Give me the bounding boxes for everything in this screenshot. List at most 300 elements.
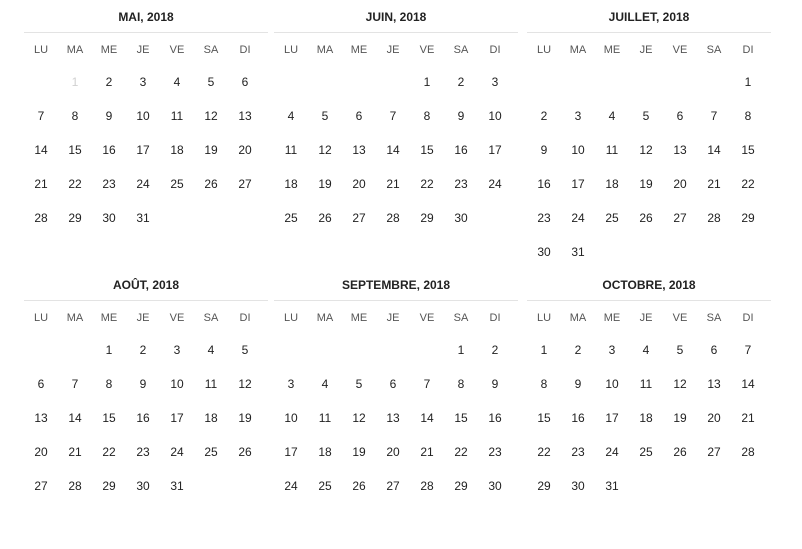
day-cell-disabled: 1 <box>71 75 79 89</box>
day-cell[interactable]: 21 <box>707 177 721 191</box>
empty-day-cell <box>731 235 765 269</box>
day-cell[interactable]: 31 <box>170 479 184 493</box>
day-cell[interactable]: 21 <box>420 445 434 459</box>
day-cell[interactable]: 7 <box>389 109 397 123</box>
week-row <box>527 469 771 503</box>
day-cell[interactable]: 17 <box>136 143 150 157</box>
day-cell[interactable]: 14 <box>741 377 755 391</box>
weekday-label: SA <box>203 312 219 324</box>
day-cell[interactable]: 31 <box>605 479 619 493</box>
day-cell[interactable]: 16 <box>454 143 468 157</box>
empty-day-cell <box>561 65 595 99</box>
day-cell[interactable]: 24 <box>605 445 619 459</box>
day-cell[interactable]: 6 <box>676 109 684 123</box>
month-calendar <box>527 2 771 269</box>
day-cell[interactable]: 3 <box>608 343 616 357</box>
day-cell[interactable]: 25 <box>170 177 184 191</box>
empty-day-cell <box>697 235 731 269</box>
empty-day-cell <box>629 469 663 503</box>
day-cell[interactable]: 29 <box>102 479 116 493</box>
weekday-label: VE <box>169 44 185 56</box>
day-cell[interactable]: 30 <box>102 211 116 225</box>
day-cell[interactable]: 6 <box>710 343 718 357</box>
day-cell[interactable]: 9 <box>491 377 499 391</box>
day-cell[interactable]: 5 <box>355 377 363 391</box>
weekday-label: MA <box>569 312 587 324</box>
day-cell[interactable]: 8 <box>457 377 465 391</box>
day-cell[interactable]: 9 <box>540 143 548 157</box>
day-cell[interactable]: 8 <box>540 377 548 391</box>
day-cell[interactable]: 28 <box>386 211 400 225</box>
weekday-label: VE <box>672 44 688 56</box>
weekday-label: VE <box>419 312 435 324</box>
empty-day-cell <box>731 469 765 503</box>
weekday-label: ME <box>350 44 368 56</box>
day-cell[interactable]: 26 <box>318 211 332 225</box>
day-cell[interactable]: 14 <box>34 143 48 157</box>
day-cell[interactable]: 14 <box>707 143 721 157</box>
week-row <box>24 133 268 167</box>
day-cell[interactable]: 8 <box>744 109 752 123</box>
empty-day-cell <box>663 235 697 269</box>
day-cell[interactable]: 10 <box>605 377 619 391</box>
weekday-label: LU <box>536 312 552 324</box>
day-cell[interactable]: 5 <box>321 109 329 123</box>
day-cell[interactable]: 24 <box>284 479 298 493</box>
month-title: JUIN, 2018 <box>274 2 518 33</box>
weekday-label: SA <box>706 44 722 56</box>
day-cell[interactable]: 20 <box>707 411 721 425</box>
day-cell[interactable]: 4 <box>642 343 650 357</box>
day-cell[interactable]: 24 <box>136 177 150 191</box>
day-cell[interactable]: 10 <box>170 377 184 391</box>
day-cell[interactable]: 18 <box>284 177 298 191</box>
weekday-label: DI <box>742 312 754 324</box>
day-cell[interactable]: 19 <box>204 143 218 157</box>
day-cell[interactable]: 8 <box>423 109 431 123</box>
day-cell[interactable]: 12 <box>204 109 218 123</box>
day-cell[interactable]: 7 <box>423 377 431 391</box>
day-cell[interactable]: 14 <box>68 411 82 425</box>
day-cell[interactable]: 15 <box>454 411 468 425</box>
day-cell[interactable]: 3 <box>574 109 582 123</box>
day-cell[interactable]: 3 <box>287 377 295 391</box>
month-calendar <box>527 270 771 503</box>
day-cell[interactable]: 28 <box>34 211 48 225</box>
empty-day-cell <box>376 333 410 367</box>
empty-day-cell <box>160 201 194 235</box>
day-cell[interactable]: 18 <box>639 411 653 425</box>
day-cell[interactable]: 15 <box>102 411 116 425</box>
day-cell[interactable]: 20 <box>34 445 48 459</box>
weekday-label: DI <box>239 44 251 56</box>
day-cell[interactable]: 22 <box>420 177 434 191</box>
weekday-label: SA <box>203 44 219 56</box>
week-row <box>24 167 268 201</box>
empty-day-cell <box>228 469 262 503</box>
weekday-label: DI <box>489 312 501 324</box>
week-row <box>24 201 268 235</box>
empty-day-cell <box>697 469 731 503</box>
week-row <box>274 201 518 235</box>
day-cell[interactable]: 26 <box>673 445 687 459</box>
month-calendar <box>24 270 268 503</box>
weekday-header-row <box>274 33 518 65</box>
week-row <box>274 133 518 167</box>
empty-day-cell <box>410 333 444 367</box>
day-cell[interactable]: 10 <box>284 411 298 425</box>
day-cell[interactable]: 18 <box>170 143 184 157</box>
week-row <box>274 333 518 367</box>
week-row <box>527 435 771 469</box>
month-title: AOÛT, 2018 <box>24 270 268 301</box>
weekday-label: ME <box>603 312 621 324</box>
weekday-label: ME <box>100 312 118 324</box>
weekday-label: VE <box>169 312 185 324</box>
day-cell[interactable]: 27 <box>352 211 366 225</box>
weekday-label: LU <box>283 312 299 324</box>
day-cell[interactable]: 11 <box>318 411 332 425</box>
day-cell[interactable]: 28 <box>68 479 82 493</box>
day-cell[interactable]: 13 <box>238 109 252 123</box>
day-cell[interactable]: 14 <box>420 411 434 425</box>
empty-day-cell <box>342 333 376 367</box>
day-cell[interactable]: 21 <box>34 177 48 191</box>
day-cell[interactable]: 11 <box>284 143 298 157</box>
weekday-label: LU <box>33 44 49 56</box>
day-cell[interactable]: 31 <box>571 245 585 259</box>
day-cell[interactable]: 17 <box>605 411 619 425</box>
day-cell[interactable]: 17 <box>170 411 184 425</box>
day-cell[interactable]: 27 <box>673 211 687 225</box>
weekday-label: SA <box>453 312 469 324</box>
day-cell[interactable]: 20 <box>386 445 400 459</box>
day-cell[interactable]: 8 <box>105 377 113 391</box>
empty-day-cell <box>595 65 629 99</box>
day-cell[interactable]: 18 <box>318 445 332 459</box>
day-cell[interactable]: 23 <box>136 445 150 459</box>
day-cell[interactable]: 3 <box>173 343 181 357</box>
weekday-label: MA <box>569 44 587 56</box>
day-cell[interactable]: 25 <box>318 479 332 493</box>
weekday-label: SA <box>706 312 722 324</box>
day-cell[interactable]: 13 <box>34 411 48 425</box>
day-cell[interactable]: 2 <box>540 109 548 123</box>
day-cell[interactable]: 16 <box>488 411 502 425</box>
empty-day-cell <box>376 65 410 99</box>
day-cell[interactable]: 29 <box>454 479 468 493</box>
weekday-label: ME <box>603 44 621 56</box>
day-cell[interactable]: 26 <box>639 211 653 225</box>
empty-day-cell <box>58 333 92 367</box>
day-cell[interactable]: 30 <box>571 479 585 493</box>
month-title: OCTOBRE, 2018 <box>527 270 771 301</box>
day-cell[interactable]: 13 <box>386 411 400 425</box>
day-cell[interactable]: 2 <box>457 75 465 89</box>
day-cell[interactable]: 28 <box>707 211 721 225</box>
day-cell[interactable]: 8 <box>71 109 79 123</box>
day-cell[interactable]: 1 <box>457 343 465 357</box>
day-cell[interactable]: 16 <box>571 411 585 425</box>
day-cell[interactable]: 22 <box>741 177 755 191</box>
day-cell[interactable]: 30 <box>537 245 551 259</box>
day-cell[interactable]: 23 <box>571 445 585 459</box>
day-cell[interactable]: 24 <box>571 211 585 225</box>
day-cell[interactable]: 26 <box>204 177 218 191</box>
day-cell[interactable]: 26 <box>238 445 252 459</box>
empty-day-cell <box>697 65 731 99</box>
day-cell[interactable]: 19 <box>318 177 332 191</box>
day-cell[interactable]: 25 <box>605 211 619 225</box>
day-cell[interactable]: 1 <box>423 75 431 89</box>
day-cell[interactable]: 20 <box>673 177 687 191</box>
day-cell[interactable]: 13 <box>673 143 687 157</box>
day-cell[interactable]: 20 <box>238 143 252 157</box>
day-cell[interactable]: 6 <box>355 109 363 123</box>
day-cell[interactable]: 28 <box>741 445 755 459</box>
day-cell[interactable]: 27 <box>34 479 48 493</box>
week-row <box>527 167 771 201</box>
day-cell[interactable]: 25 <box>284 211 298 225</box>
day-cell[interactable]: 2 <box>491 343 499 357</box>
empty-day-cell <box>24 333 58 367</box>
day-cell[interactable]: 2 <box>105 75 113 89</box>
weekday-label: SA <box>453 44 469 56</box>
day-cell[interactable]: 30 <box>136 479 150 493</box>
week-row <box>274 99 518 133</box>
day-cell[interactable]: 4 <box>173 75 181 89</box>
day-cell[interactable]: 20 <box>352 177 366 191</box>
week-row <box>527 367 771 401</box>
day-cell[interactable]: 28 <box>420 479 434 493</box>
day-cell[interactable]: 4 <box>207 343 215 357</box>
week-row <box>274 367 518 401</box>
day-cell[interactable]: 11 <box>639 377 653 391</box>
week-row <box>274 167 518 201</box>
weekday-label: ME <box>350 312 368 324</box>
day-cell[interactable]: 29 <box>420 211 434 225</box>
weekday-label: MA <box>66 312 84 324</box>
week-row <box>24 367 268 401</box>
day-cell[interactable]: 21 <box>68 445 82 459</box>
day-cell[interactable]: 23 <box>488 445 502 459</box>
day-cell[interactable]: 1 <box>744 75 752 89</box>
empty-day-cell <box>663 469 697 503</box>
day-cell[interactable]: 4 <box>321 377 329 391</box>
day-cell[interactable]: 10 <box>488 109 502 123</box>
day-cell[interactable]: 14 <box>386 143 400 157</box>
day-cell[interactable]: 7 <box>37 109 45 123</box>
day-cell[interactable]: 7 <box>744 343 752 357</box>
day-cell[interactable]: 2 <box>139 343 147 357</box>
day-cell[interactable]: 13 <box>352 143 366 157</box>
day-cell[interactable]: 18 <box>605 177 619 191</box>
weekday-label: JE <box>639 44 653 56</box>
weekday-label: LU <box>283 44 299 56</box>
day-cell[interactable]: 11 <box>605 143 619 157</box>
day-cell[interactable]: 23 <box>102 177 116 191</box>
day-cell[interactable]: 15 <box>68 143 82 157</box>
day-cell[interactable]: 23 <box>537 211 551 225</box>
day-cell[interactable]: 30 <box>488 479 502 493</box>
week-row <box>24 99 268 133</box>
week-row <box>527 133 771 167</box>
day-cell[interactable]: 5 <box>207 75 215 89</box>
weekday-label: LU <box>536 44 552 56</box>
empty-day-cell <box>308 333 342 367</box>
day-cell[interactable]: 21 <box>741 411 755 425</box>
day-cell[interactable]: 6 <box>389 377 397 391</box>
week-row <box>24 469 268 503</box>
day-cell[interactable]: 1 <box>105 343 113 357</box>
day-cell[interactable]: 5 <box>642 109 650 123</box>
week-row <box>527 333 771 367</box>
weekday-label: MA <box>316 312 334 324</box>
month-calendar <box>24 2 268 235</box>
day-cell[interactable]: 6 <box>241 75 249 89</box>
month-calendar <box>274 270 518 503</box>
empty-day-cell <box>478 201 512 235</box>
week-row <box>527 65 771 99</box>
day-cell[interactable]: 19 <box>238 411 252 425</box>
week-row <box>24 333 268 367</box>
day-cell[interactable]: 31 <box>136 211 150 225</box>
weekday-header-row <box>274 301 518 333</box>
day-cell[interactable]: 15 <box>741 143 755 157</box>
weekday-header-row <box>24 301 268 333</box>
weekday-label: JE <box>136 44 150 56</box>
month-title: JUILLET, 2018 <box>527 2 771 33</box>
day-cell[interactable]: 4 <box>287 109 295 123</box>
day-cell[interactable]: 30 <box>454 211 468 225</box>
day-cell[interactable]: 12 <box>639 143 653 157</box>
day-cell[interactable]: 12 <box>673 377 687 391</box>
day-cell[interactable]: 22 <box>102 445 116 459</box>
day-cell[interactable]: 2 <box>574 343 582 357</box>
day-cell[interactable]: 29 <box>537 479 551 493</box>
day-cell[interactable]: 27 <box>238 177 252 191</box>
day-cell[interactable]: 6 <box>37 377 45 391</box>
empty-day-cell <box>194 201 228 235</box>
day-cell[interactable]: 4 <box>608 109 616 123</box>
day-cell[interactable]: 24 <box>488 177 502 191</box>
day-cell[interactable]: 3 <box>139 75 147 89</box>
day-cell[interactable]: 12 <box>238 377 252 391</box>
day-cell[interactable]: 25 <box>204 445 218 459</box>
empty-day-cell <box>629 65 663 99</box>
month-title: MAI, 2018 <box>24 2 268 33</box>
empty-day-cell <box>308 65 342 99</box>
day-cell[interactable]: 9 <box>105 109 113 123</box>
day-cell[interactable]: 15 <box>420 143 434 157</box>
weekday-label: ME <box>100 44 118 56</box>
day-cell[interactable]: 22 <box>537 445 551 459</box>
day-cell[interactable]: 22 <box>68 177 82 191</box>
week-row <box>24 65 268 99</box>
day-cell[interactable]: 27 <box>386 479 400 493</box>
weekday-label: DI <box>489 44 501 56</box>
weekday-label: JE <box>386 44 400 56</box>
month-title: SEPTEMBRE, 2018 <box>274 270 518 301</box>
weekday-label: JE <box>386 312 400 324</box>
day-cell[interactable]: 5 <box>676 343 684 357</box>
day-cell[interactable]: 19 <box>639 177 653 191</box>
empty-day-cell <box>274 333 308 367</box>
weekday-label: MA <box>316 44 334 56</box>
day-cell[interactable]: 12 <box>318 143 332 157</box>
empty-day-cell <box>527 65 561 99</box>
week-row <box>527 201 771 235</box>
day-cell[interactable]: 11 <box>170 109 184 123</box>
weekday-label: LU <box>33 312 49 324</box>
day-cell[interactable]: 10 <box>571 143 585 157</box>
day-cell[interactable]: 19 <box>352 445 366 459</box>
day-cell[interactable]: 7 <box>71 377 79 391</box>
day-cell[interactable]: 11 <box>204 377 218 391</box>
weekday-label: MA <box>66 44 84 56</box>
day-cell[interactable]: 12 <box>352 411 366 425</box>
day-cell[interactable]: 13 <box>707 377 721 391</box>
month-calendar <box>274 2 518 235</box>
weekday-header-row <box>527 301 771 333</box>
day-cell[interactable]: 16 <box>136 411 150 425</box>
week-row <box>24 401 268 435</box>
day-cell[interactable]: 23 <box>454 177 468 191</box>
day-cell[interactable]: 29 <box>68 211 82 225</box>
empty-day-cell <box>228 201 262 235</box>
day-cell[interactable]: 17 <box>284 445 298 459</box>
day-cell[interactable]: 29 <box>741 211 755 225</box>
empty-day-cell <box>24 65 58 99</box>
day-cell[interactable]: 9 <box>139 377 147 391</box>
day-cell[interactable]: 7 <box>710 109 718 123</box>
day-cell[interactable]: 27 <box>707 445 721 459</box>
day-cell[interactable]: 5 <box>241 343 249 357</box>
day-cell[interactable]: 16 <box>537 177 551 191</box>
weekday-label: DI <box>239 312 251 324</box>
day-cell[interactable]: 3 <box>491 75 499 89</box>
week-row <box>24 435 268 469</box>
weekday-label: JE <box>639 312 653 324</box>
weekday-header-row <box>527 33 771 65</box>
day-cell[interactable]: 19 <box>673 411 687 425</box>
day-cell[interactable]: 21 <box>386 177 400 191</box>
week-row <box>274 469 518 503</box>
weekday-header-row <box>24 33 268 65</box>
day-cell[interactable]: 17 <box>571 177 585 191</box>
empty-day-cell <box>663 65 697 99</box>
empty-day-cell <box>595 235 629 269</box>
day-cell[interactable]: 18 <box>204 411 218 425</box>
day-cell[interactable]: 26 <box>352 479 366 493</box>
day-cell[interactable]: 16 <box>102 143 116 157</box>
day-cell[interactable]: 1 <box>540 343 548 357</box>
day-cell[interactable]: 22 <box>454 445 468 459</box>
day-cell[interactable]: 25 <box>639 445 653 459</box>
day-cell[interactable]: 10 <box>136 109 150 123</box>
week-row <box>274 435 518 469</box>
day-cell[interactable]: 17 <box>488 143 502 157</box>
week-row <box>527 99 771 133</box>
day-cell[interactable]: 9 <box>457 109 465 123</box>
day-cell[interactable]: 24 <box>170 445 184 459</box>
day-cell[interactable]: 15 <box>537 411 551 425</box>
week-row <box>527 401 771 435</box>
week-row <box>527 235 771 269</box>
weekday-label: VE <box>672 312 688 324</box>
day-cell[interactable]: 9 <box>574 377 582 391</box>
week-row <box>274 401 518 435</box>
